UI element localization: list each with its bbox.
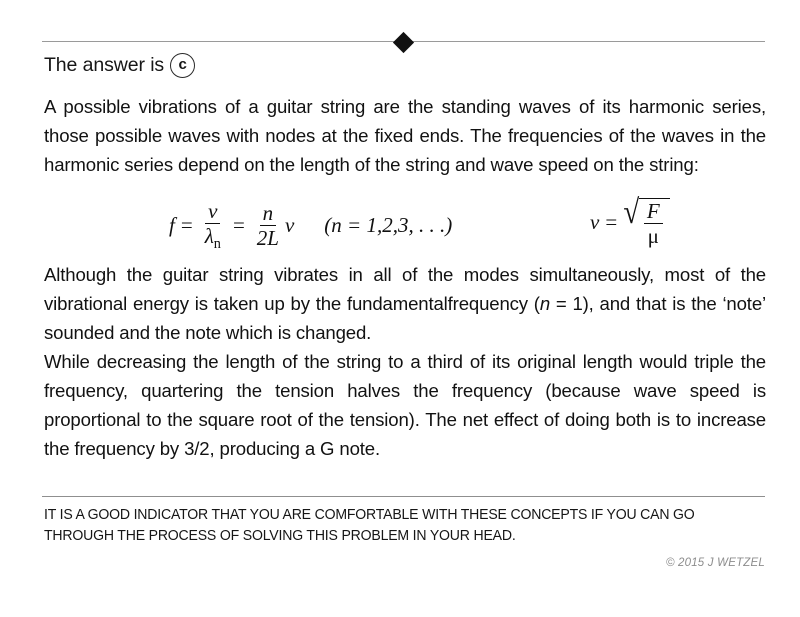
equation-frequency (169, 200, 452, 252)
equation-wave-speed (590, 194, 670, 249)
radical-sign: √ (623, 194, 640, 231)
paragraph-fundamental-part2: = 1), and that is the ‘note’ sounded and the note which is changed. (44, 293, 766, 343)
eq-freq-frac1-numerator: v (205, 200, 220, 224)
eq-freq-frac1-denominator (202, 224, 224, 251)
bottom-divider (42, 496, 765, 497)
lambda-symbol: λ (204, 224, 214, 249)
eq-freq-equals-1: = (180, 213, 193, 238)
diamond-ornament-icon (393, 31, 414, 52)
answer-choice-badge: c (170, 53, 195, 78)
equation-row (44, 194, 766, 256)
lambda-subscript: n (213, 236, 221, 253)
eq-wave-equals: = (605, 210, 618, 235)
eq-freq-lhs: f (169, 213, 175, 238)
eq-freq-fraction-2 (254, 202, 282, 249)
eq-freq-equals-2: = (232, 213, 245, 238)
eq-wave-lhs: v (590, 210, 600, 235)
eq-wave-fraction (644, 200, 663, 247)
eq-wave-frac-numerator: F (644, 200, 663, 224)
eq-freq-frac2-numerator: n (260, 202, 277, 226)
eq-freq-trailing-v: v (284, 213, 295, 238)
footer-note: IT IS A GOOD INDICATOR THAT YOU ARE COMFORTABLE WITH THESE CONCEPTS IF YOU CAN GO THROUGH THE PROCESS OF SOLVING THIS PROBLEM IN YOUR HEAD. (44, 507, 695, 544)
paragraph-fundamental-variable: n (539, 293, 551, 314)
eq-wave-frac-denominator: μ (647, 224, 659, 249)
top-divider (42, 41, 765, 43)
radicand (639, 198, 670, 247)
copyright-label: © 2015 J WETZEL (665, 557, 765, 569)
paragraph-fundamental-mode (44, 260, 766, 347)
paragraph-intro: A possible vibrations of a guitar string are the standing waves of its harmonic series, those possible waves with nodes at the fixed ends. The frequencies of the waves in the harmonic series depend on the length of the string and wave speed on the string: (44, 96, 766, 175)
eq-freq-condition: (n = 1,2,3, . . .) (324, 213, 453, 238)
paragraph-conclusion: While decreasing the length of the string to a third of its original length would triple the frequency, quartering the tension halves the frequency (because wave speed is proportional to the square root of the tension). The net effect of doing both is to increase the frequency by 3/2, producing a G note. (44, 351, 766, 459)
eq-freq-frac2-denominator: 2L (256, 226, 279, 251)
square-root-icon (622, 194, 670, 249)
eq-freq-fraction-1 (202, 200, 224, 252)
answer-prefix-label: The answer is (44, 54, 165, 76)
paragraph-fundamental-part1: Although the guitar string vibrates in all of the modes simultaneously, most of the vibrational energy is taken up by the fundamentalfrequency ( (44, 264, 766, 314)
answer-line (44, 52, 195, 78)
